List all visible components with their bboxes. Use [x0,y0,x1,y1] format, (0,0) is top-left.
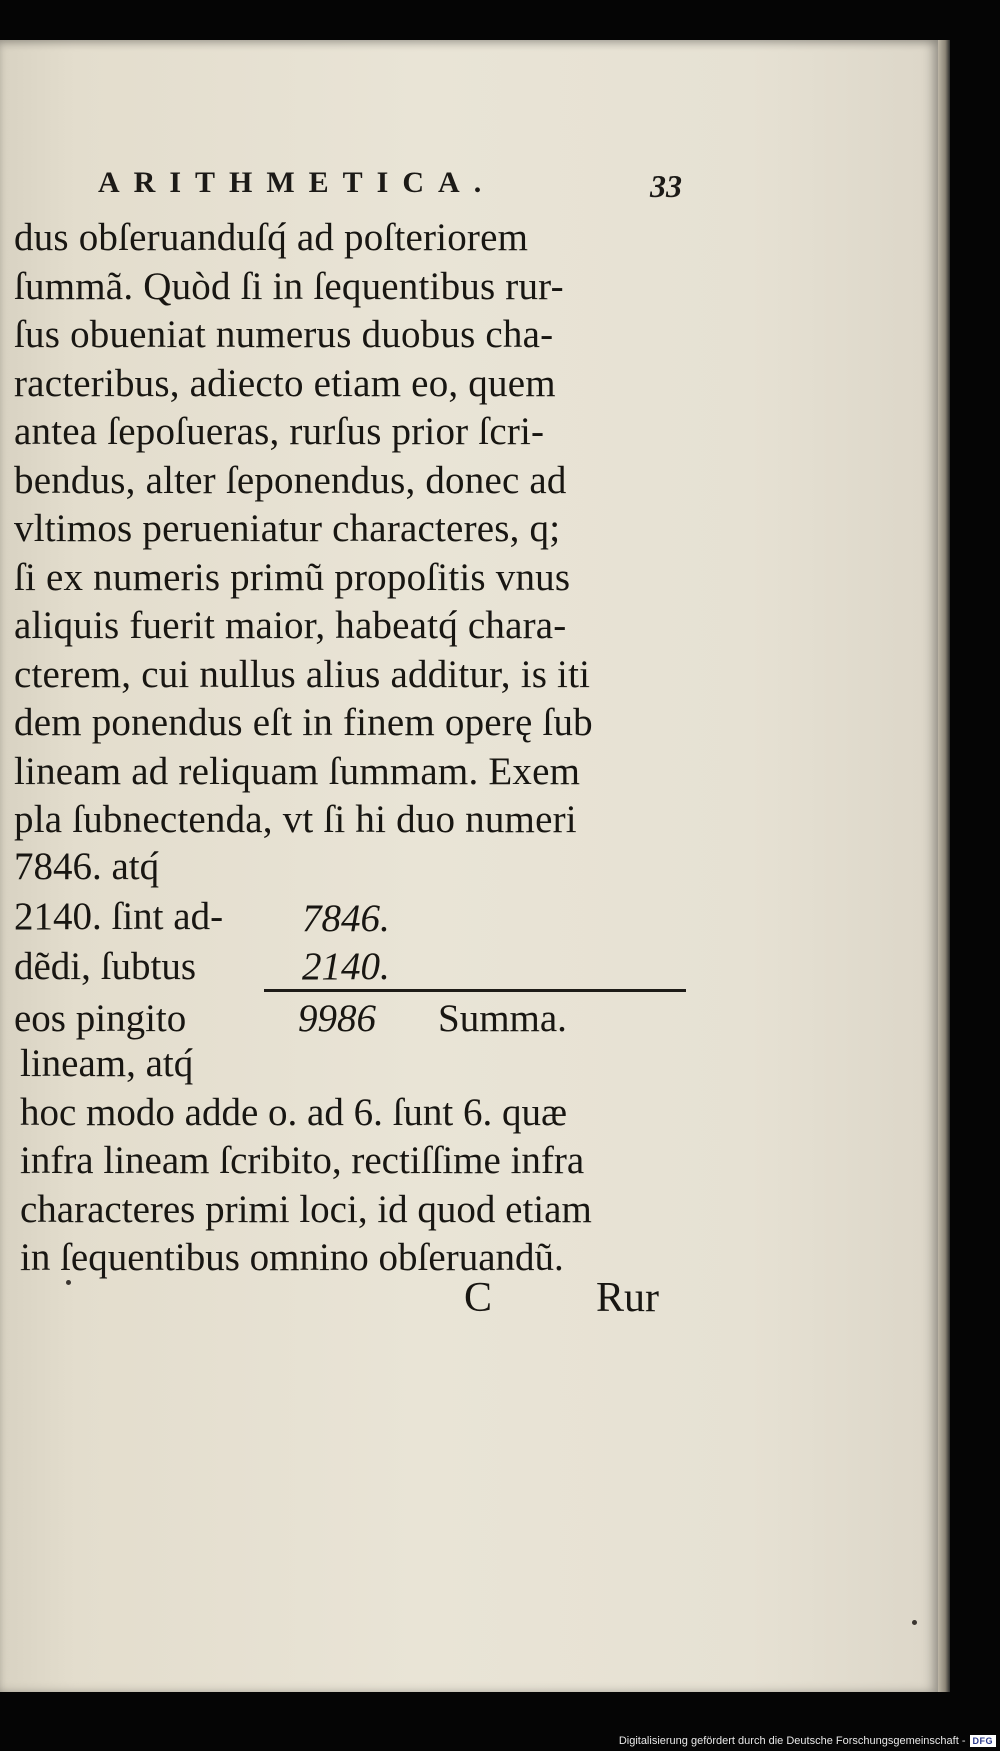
body-text-continued [20,1040,710,1283]
text-line: racteribus, adiecto etiam eo, quem [14,361,556,405]
text-line: aliquis fuerit maior, habeatq́ chara- [14,604,567,647]
paper-speck [66,1280,71,1285]
catchword: Rur [596,1275,659,1321]
text-line: lineam ad reliquam ſummam. Exem [14,749,581,793]
page-header [98,166,682,210]
sum-rule-line [264,989,686,992]
text-line: antea ſepoſueras, rurſus prior ſcri- [14,410,545,453]
text-line: in ſequentibus omnino obſeruandũ. [20,1236,564,1279]
text-line: bendus, alter ſeponendus, donec ad [14,458,567,502]
addend-first: 7846. [302,897,390,940]
addend-second: 2140. [302,945,390,988]
example-text-line: 7846. atq́ [14,845,160,888]
text-line: ſus obueniat numerus duobus cha- [14,313,554,356]
example-text-line: 2140. ſint ad- [14,895,224,938]
digitization-credit [619,1735,996,1747]
credit-text: Digitalisierung gefördert durch die Deutsche Forschungsgemeinschaft - [618,1735,966,1747]
example-text-line: dẽdi, ſubtus [14,945,196,988]
text-line: ſi ex numeris primũ propoſitis vnus [14,555,571,599]
text-line: infra lineam ſcribito, rectiſſime infra [20,1139,585,1182]
sum-value: 9986 [298,997,376,1040]
body-text [14,214,704,845]
text-line: cterem, cui nullus alius additur, is iti [14,652,591,696]
sum-label: Summa. [438,997,567,1040]
dfg-logo-icon: DFG [970,1735,997,1747]
page-edge-shadow [938,40,950,1692]
running-title: ARITHMETICA. [98,166,496,199]
addition-example [14,844,704,1040]
text-line: ſummã. Quòd ſi in ſequentibus rur- [14,264,564,308]
page-number: 33 [650,168,682,204]
text-line: dus obſeruanduſq́ ad poſteriorem [14,216,529,259]
paper-speck [912,1620,917,1625]
signature-mark: C [464,1275,493,1321]
text-line: vltimos perueniatur characteres, q; [14,507,561,550]
example-text-line: eos pingito [14,997,187,1040]
text-line: pla ſubnectenda, vt ſi hi duo numeri [14,798,577,841]
book-page [0,40,938,1692]
text-line: dem ponendus eſt in finem operę ſub [14,701,593,744]
text-line: characteres primi loci, id quod etiam [20,1187,592,1231]
text-line: lineam, atq́ [20,1042,194,1085]
page-foot [464,1274,694,1324]
text-line: hoc modo adde o. ad 6. ſunt 6. quæ [20,1090,568,1134]
